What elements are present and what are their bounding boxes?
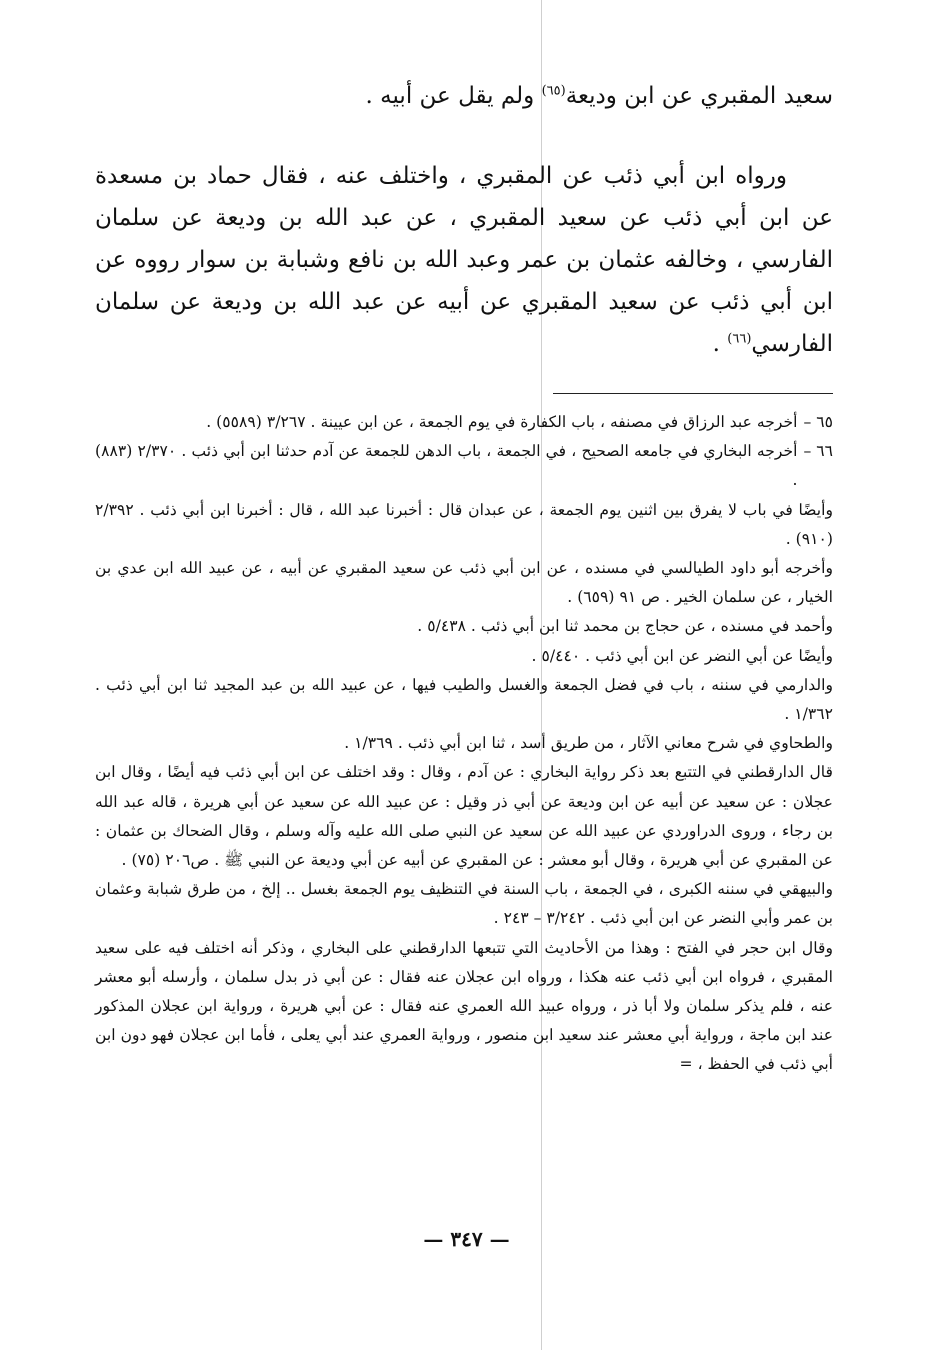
- footnote-paragraph: والطحاوي في شرح معاني الآثار ، من طريق أسد ، ثنا ابن أبي ذئب . ١/٣٦٩ .: [344, 734, 833, 753]
- footnote-separator: [553, 393, 833, 394]
- footnote-66: [95, 437, 833, 495]
- main-paragraph-2-text: ورواه ابن أبي ذئب عن المقبري ، واختلف عنه ، فقال حماد بن مسعدة عن ابن أبي ذئب عن سعيد المقبري ، عن عبد الله بن وديعة عن سلمان الفارسي ، وخالفه عثمان بن عمر وعبد الله بن نافع وشبابة بن سوار رووه عن ابن أبي ذئب عن سعيد المقبري عن أبيه عن عبد الله بن وديعة عن سلمان الفارسي: [95, 163, 833, 357]
- footnote-65: [95, 408, 833, 437]
- footnote-paragraph: وأيضًا عن أبي النضر عن ابن أبي ذئب . ٥/٤٤٠ .: [531, 646, 833, 665]
- book-page: [95, 75, 833, 1350]
- main-line-1-end: ولم يقل عن أبيه .: [365, 83, 542, 109]
- footnote-ref-65[interactable]: (٦٥): [541, 83, 566, 99]
- footnote-number: ٦٦ –: [803, 442, 833, 461]
- salutation-glyph: ﷺ: [224, 851, 244, 870]
- footnote-paragraph-text: قال الدارقطني في التتبع بعد ذكر رواية البخاري : عن آدم ، وقال : وقد اختلف عن ابن أبي ذئب فيه أيضًا ، وقال ابن عجلان : عن سعيد عن أبيه عن ابن وديعة عن أبي ذر وقيل : عن عبيد الله عن سعيد عن أبي هريرة ، قاله عبد الله بن رجاء ، وروى الدراوردي عن عبيد الله عن سعيد عن النبي صلى الله عليه وآله وسلم ، وقال الضحاك بن عثمان : عن المقبري عن أبي هريرة ، وقال أبو معشر : عن المقبري عن أبيه عن أبي وديعة عن النبي: [95, 763, 833, 870]
- footnote-paragraph: وأيضًا في باب لا يفرق بين اثنين يوم الجمعة ، عن عبدان قال : أخبرنا عبد الله ، قال : أخبرنا ابن أبي ذئب . ٢/٣٩٢ (٩١٠) .: [95, 500, 833, 548]
- main-paragraph-2: [95, 155, 833, 365]
- footnote-paragraph: وأحمد في مسنده ، عن حجاج بن محمد ثنا ابن أبي ذئب . ٥/٤٣٨ .: [417, 617, 833, 636]
- footnote-text: أخرجه البخاري في جامعه الصحيح ، في الجمعة ، باب الدهن للجمعة عن آدم حدثنا ابن أبي ذئب . ٢/٣٧٠ (٨٨٣) .: [95, 442, 798, 490]
- footnote-paragraph: والدارمي في سننه ، باب في فضل الجمعة والغسل والطيب فيها ، عن عبيد الله بن عبد المجيد ثنا ابن أبي ذئب . ١/٣٦٢ .: [95, 675, 833, 724]
- main-paragraph-2-end: .: [712, 331, 728, 357]
- footnote-paragraph-end: . ص٢٠٦ (٧٥) .: [121, 851, 225, 870]
- footnote-paragraph: وقال ابن حجر في الفتح : وهذا من الأحاديث التي تتبعها الدارقطني على البخاري ، وذكر أنه اختلف فيه على سعيد المقبري ، فرواه ابن أبي ذئب عنه هكذا ، ورواه ابن عجلان عنه فقال : عن أبي ذر بدل سلمان ، وأرسله أبو معشر عنه ، فلم يذكر سلمان ولا أبا ذر ، ورواه عبيد الله العمري عنه فقال : عن أبي هريرة ، ورواية ابن عجلان المذكور عند ابن ماجة ، ورواية أبي معشر عند سعيد ابن منصور ، ورواية العمري عند أبي يعلى ، فأما ابن عجلان فهو دون ابن أبي ذئب في الحفظ ، =: [95, 938, 834, 1074]
- footnote-paragraph-daraqutni: [95, 758, 833, 875]
- footnote-paragraph: والبيهقي في سننه الكبرى ، في الجمعة ، باب السنة في التنظيف يوم الجمعة بغسل .. إلخ ، من طرق شبابة وعثمان بن عمر وأبي النضر عن ابن أبي ذئب . ٣/٢٤٢ – ٢٤٣ .: [95, 880, 833, 928]
- main-line-1-text: سعيد المقبري عن ابن وديعة: [565, 83, 833, 109]
- main-line-1: [95, 75, 833, 117]
- footnote-number: ٦٥ –: [803, 413, 833, 431]
- footnotes-section: [95, 408, 833, 1080]
- main-text: [95, 75, 833, 365]
- footnote-text: أخرجه عبد الرزاق في مصنفه ، باب الكفارة في يوم الجمعة ، عن ابن عيينة . ٣/٢٦٧ (٥٥٨٩) .: [206, 413, 798, 431]
- page-number: — ٣٤٧ —: [423, 1227, 510, 1251]
- footnote-paragraph: وأخرجه أبو داود الطيالسي في مسنده ، عن ابن أبي ذئب عن سعيد المقبري عن أبيه ، عن عبيد الله ابن عدي بن الخيار ، عن سلمان الخير . ص ٩١ (٦٥٩) .: [95, 559, 833, 607]
- footnote-ref-66[interactable]: (٦٦): [727, 331, 752, 347]
